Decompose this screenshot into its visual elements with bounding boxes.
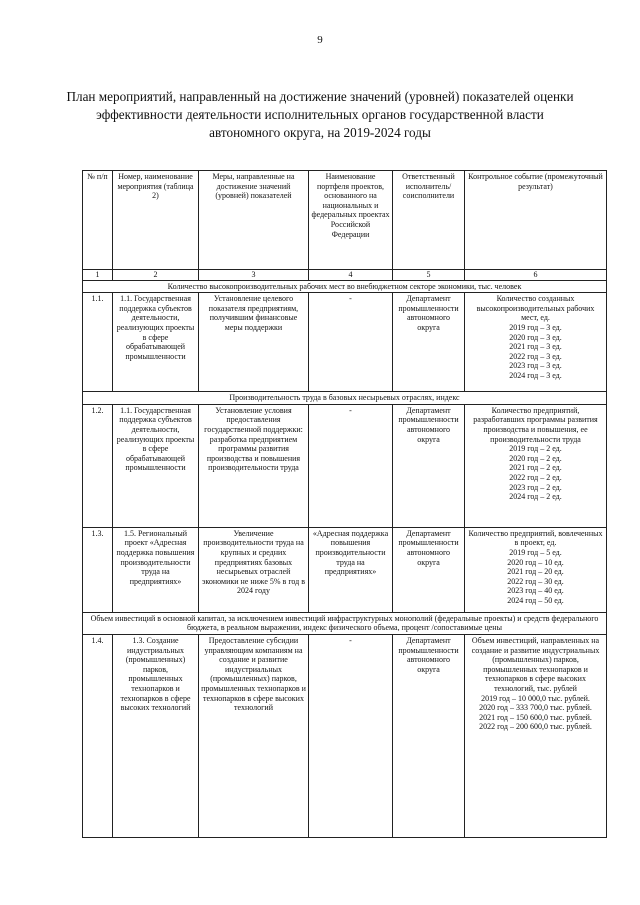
event-title: Количество предприятий, вовлеченных в проект, ед.	[468, 528, 603, 548]
responsible-cell: Департамент промышленности автономного округа	[393, 293, 465, 392]
event-line: 2020 год – 3 ед.	[509, 332, 562, 342]
column-number: 3	[199, 270, 309, 281]
header-row	[83, 171, 607, 270]
document-title: План мероприятий, направленный на достижение значений (уровней) показателей оценки эффективности деятельности исполнительных органов государственной власти автономного округа, на 2019-2024 годы	[66, 89, 574, 140]
activity-cell: 1.5. Региональный проект «Адресная поддержка повышения производительности труда на предприятиях»	[113, 527, 199, 612]
event-line: 2023 год – 40 ед.	[507, 586, 564, 596]
table-row	[83, 527, 607, 612]
event-line: 2024 год – 2 ед.	[509, 492, 562, 502]
section-title: Количество высокопроизводительных рабочих мест во внебюджетном секторе экономики, тыс. человек	[83, 280, 607, 293]
header-cell: № п/п	[83, 171, 113, 270]
event-title: Объем инвестиций, направленных на создание и развитие индустриальных (промышленных) парков, промышленных технопарков и технопарков в сфере высоких технологий, тыс. рублей	[471, 635, 600, 693]
section-title: Объем инвестиций в основной капитал, за исключением инвестиций инфраструктурных монополий (федеральные проекты) и средств федерального бюджета, в реальном выражении, индекс физического объема, процент /сопоставимые цены	[83, 612, 607, 634]
column-number: 6	[465, 270, 607, 281]
event-line: 2019 год – 10 000,0 тыс. рублей.	[481, 693, 590, 703]
event-line: 2023 год – 3 ед.	[509, 361, 562, 371]
event-title: Количество предприятий, разработавших программы развития производства и повышения, ее производительности труда	[473, 405, 598, 444]
event-cell	[465, 527, 607, 612]
table-row	[83, 634, 607, 837]
responsible-cell: Департамент промышленности автономного округа	[393, 634, 465, 837]
event-cell	[465, 404, 607, 527]
row-number: 1.4.	[83, 634, 113, 837]
event-line: 2022 год – 30 ед.	[507, 576, 564, 586]
header-cell: Номер, наименование мероприятия (таблица 2)	[113, 171, 199, 270]
event-line: 2021 год – 3 ед.	[509, 342, 562, 352]
portfolio-cell: «Адресная поддержка повышения производительности труда на предприятиях»	[309, 527, 393, 612]
event-line: 2019 год – 3 ед.	[509, 322, 562, 332]
event-cell	[465, 634, 607, 837]
activity-cell: 1.3. Создание индустриальных (промышленных) парков, промышленных технопарков и технопарков в сфере высоких технологий	[113, 634, 199, 837]
measures-cell: Установление целевого показателя предприятиям, получившим финансовые меры поддержки	[199, 293, 309, 392]
measures-table	[82, 170, 607, 838]
event-title: Количество созданных высокопроизводительных рабочих мест, ед.	[476, 294, 595, 323]
event-line: 2020 год – 10 ед.	[507, 557, 564, 567]
event-line: 2022 год – 2 ед.	[509, 472, 562, 482]
event-line: 2021 год – 150 600,0 тыс. рублей.	[479, 712, 592, 722]
header-cell: Ответственный исполнитель/ соисполнители	[393, 171, 465, 270]
measures-cell: Установление условия предоставления государственной поддержки: разработка предприятием программы развития производства и повышения производительности труда	[199, 404, 309, 527]
event-line: 2022 год – 3 ед.	[509, 351, 562, 361]
event-line: 2020 год – 2 ед.	[509, 453, 562, 463]
portfolio-cell: -	[309, 634, 393, 837]
portfolio-cell: -	[309, 293, 393, 392]
event-line: 2024 год – 50 ед.	[507, 595, 564, 605]
section-row	[83, 392, 607, 405]
event-line: 2021 год – 20 ед.	[507, 567, 564, 577]
table-row	[83, 293, 607, 392]
table-row	[83, 404, 607, 527]
header-cell: Меры, направленные на достижение значений (уровней) показателей	[199, 171, 309, 270]
header-cell: Контрольное событие (промежуточный результат)	[465, 171, 607, 270]
activity-cell: 1.1. Государственная поддержка субъектов деятельности, реализующих проекты в сфере обрабатывающей промышленности	[113, 293, 199, 392]
measures-cell: Увеличение производительности труда на крупных и средних предприятиях базовых несырьевых отраслей экономики не ниже 5% в год в 2024 году	[199, 527, 309, 612]
event-line: 2024 год – 3 ед.	[509, 370, 562, 380]
header-cell: Наименование портфеля проектов, основанного на национальных и федеральных проектах Российской Федерации	[309, 171, 393, 270]
column-number: 5	[393, 270, 465, 281]
row-number: 1.3.	[83, 527, 113, 612]
section-title: Производительность труда в базовых несырьевых отраслях, индекс	[83, 392, 607, 405]
row-number: 1.2.	[83, 404, 113, 527]
event-line: 2019 год – 5 ед.	[509, 547, 562, 557]
event-cell	[465, 293, 607, 392]
event-line: 2020 год – 333 700,0 тыс. рублей.	[479, 703, 592, 713]
column-number: 4	[309, 270, 393, 281]
page-number: 9	[317, 34, 323, 46]
column-number-row	[83, 270, 607, 281]
activity-cell: 1.1. Государственная поддержка субъектов деятельности, реализующих проекты в сфере обрабатывающей промышленности	[113, 404, 199, 527]
measures-cell: Предоставление субсидии управляющим компаниям на создание и развитие индустриальных (промышленных) парков, промышленных технопарков и технопарков в сфере высоких технологий	[199, 634, 309, 837]
event-line: 2021 год – 2 ед.	[509, 463, 562, 473]
column-number: 2	[113, 270, 199, 281]
portfolio-cell: -	[309, 404, 393, 527]
section-row	[83, 280, 607, 293]
section-row	[83, 612, 607, 634]
event-line: 2023 год – 2 ед.	[509, 482, 562, 492]
row-number: 1.1.	[83, 293, 113, 392]
event-line: 2019 год – 2 ед.	[509, 444, 562, 454]
column-number: 1	[83, 270, 113, 281]
responsible-cell: Департамент промышленности автономного округа	[393, 404, 465, 527]
responsible-cell: Департамент промышленности автономного округа	[393, 527, 465, 612]
event-line: 2022 год – 200 600,0 тыс. рублей.	[479, 722, 592, 732]
